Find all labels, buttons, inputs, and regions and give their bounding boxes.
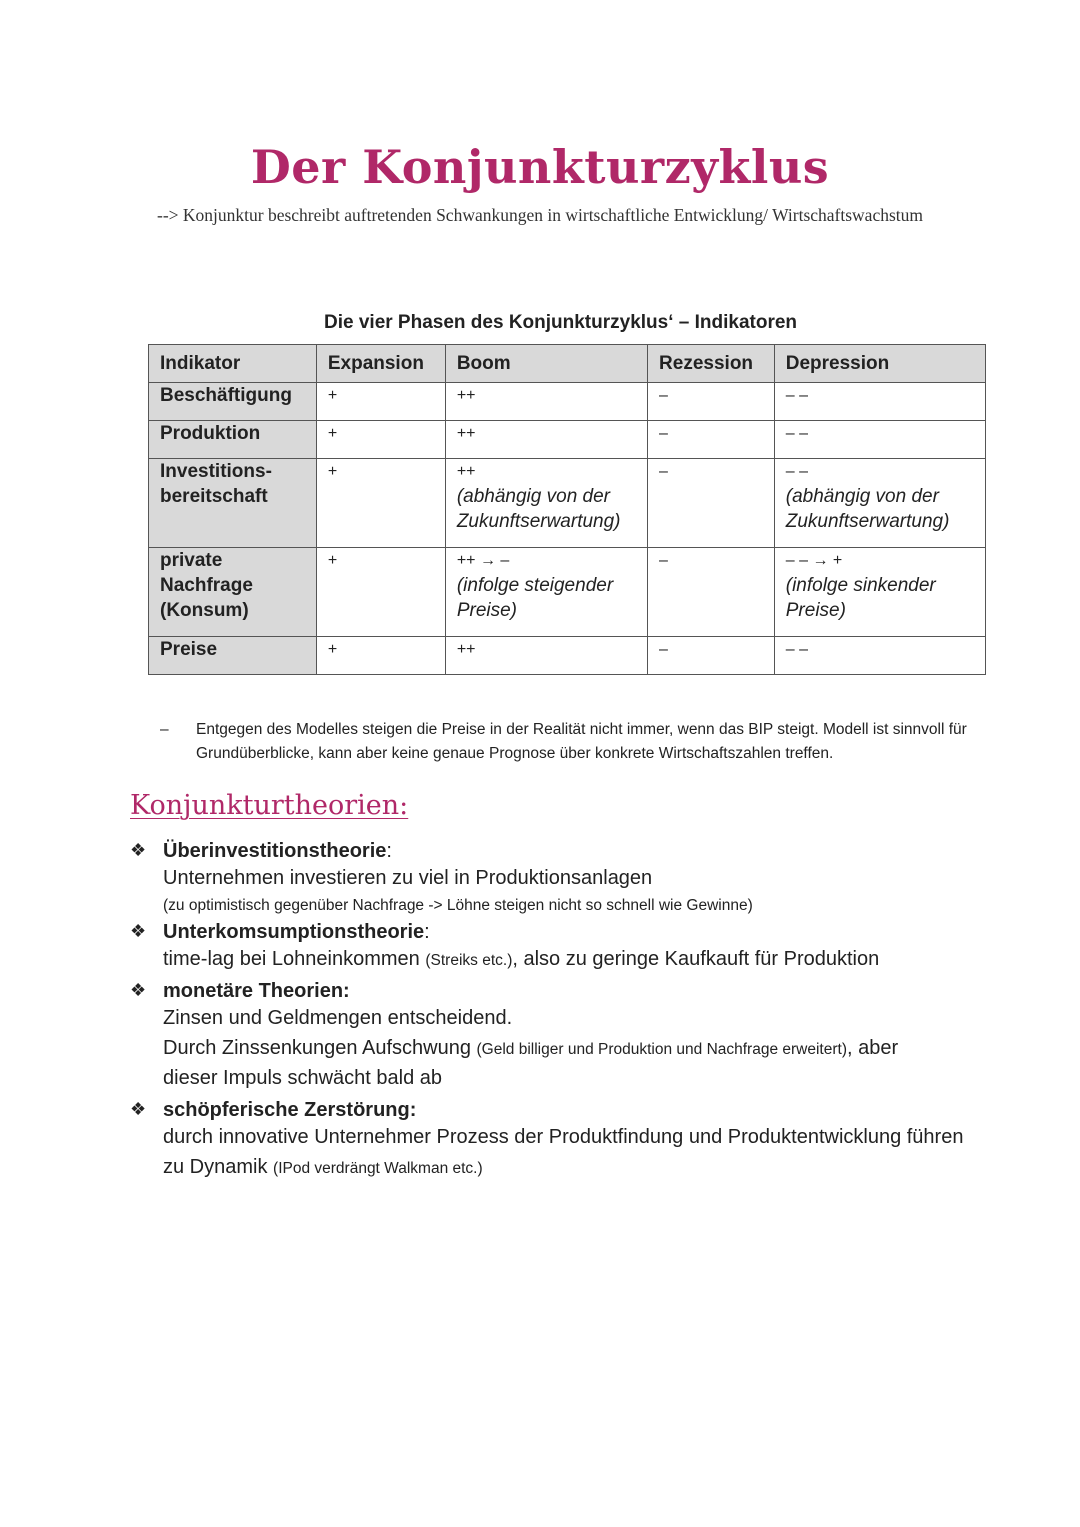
diamond-bullet-icon: ❖ <box>130 840 147 860</box>
boom-cell-value: ++ → – <box>456 552 510 569</box>
boom-cell <box>445 383 647 421</box>
depression-cell-value: – – <box>785 387 808 404</box>
theory-line-small: (zu optimistisch gegenüber Nachfrage -> Löhne steigen nicht so schnell wie Gewinne) <box>163 897 753 914</box>
theory-line <box>163 1064 1010 1094</box>
indicator-cell-value: Investitions- bereitschaft <box>160 461 272 507</box>
theory-item <box>130 1097 1010 1183</box>
diamond-bullet-icon: ❖ <box>130 980 147 1000</box>
rezession-cell-value: – <box>659 463 668 480</box>
rezession-cell <box>648 548 775 637</box>
depression-cell <box>774 637 985 675</box>
indicator-cell <box>149 459 317 548</box>
indicator-cell-value: private Nachfrage (Konsum) <box>160 550 253 621</box>
theory-line-rest: , also zu geringe Kaufkauft für Produktion <box>512 948 880 970</box>
diamond-bullet-icon: ❖ <box>130 1099 147 1119</box>
rezession-cell-value: – <box>659 641 668 658</box>
depression-cell <box>774 459 985 548</box>
model-remark <box>160 718 990 766</box>
depression-cell-value: – – → + <box>785 552 843 569</box>
indicator-cell-value: Beschäftigung <box>160 385 292 406</box>
expansion-cell <box>316 637 445 675</box>
theory-line-small: (Geld billiger und Produktion und Nachfrage erweitert) <box>476 1041 847 1058</box>
theory-title-colon: : <box>386 840 392 862</box>
expansion-cell-value: + <box>327 463 338 480</box>
remark-dash: – <box>160 721 169 738</box>
expansion-cell-value: + <box>327 387 338 404</box>
theory-title <box>163 1097 1010 1123</box>
expansion-cell-value: + <box>327 641 338 658</box>
theory-line <box>163 945 1010 975</box>
expansion-cell <box>316 383 445 421</box>
theories-list <box>130 838 1010 1186</box>
depression-cell-note: (abhängig von der Zukunftserwartung) <box>785 486 950 532</box>
theory-line <box>163 894 1010 916</box>
theory-line-main: dieser Impuls schwächt bald ab <box>163 1067 443 1089</box>
boom-cell <box>445 548 647 637</box>
theory-line-main: durch innovative Unternehmer Prozess der Produktfindung und Produktentwicklung führen <box>163 1126 964 1148</box>
expansion-cell-value: + <box>327 425 338 442</box>
depression-cell <box>774 548 985 637</box>
indicator-cell <box>149 548 317 637</box>
theory-item <box>130 919 1010 975</box>
theory-title-text: Unterkomsumptionstheorie <box>163 921 425 943</box>
theory-line <box>163 864 1010 894</box>
depression-cell-note: (infolge sinkender Preise) <box>785 575 936 621</box>
header-depression: Depression <box>774 345 985 383</box>
table-row <box>149 459 986 548</box>
theory-line <box>163 1034 1010 1064</box>
theory-title <box>163 978 1010 1004</box>
depression-cell-value: – – <box>785 425 808 442</box>
diamond-bullet-icon: ❖ <box>130 921 147 941</box>
indicator-cell <box>149 383 317 421</box>
theory-line <box>163 1153 1010 1183</box>
theory-line-main: Unternehmen investieren zu viel in Produktionsanlagen <box>163 867 653 889</box>
theory-title-text: schöpferische Zerstörung: <box>163 1099 417 1121</box>
indicator-cell-value: Preise <box>160 639 218 660</box>
indicator-cell <box>149 637 317 675</box>
table-header-row <box>149 345 986 383</box>
rezession-cell <box>648 637 775 675</box>
indicator-cell <box>149 421 317 459</box>
header-expansion: Expansion <box>316 345 445 383</box>
theory-line-small: (IPod verdrängt Walkman etc.) <box>273 1160 483 1177</box>
expansion-cell <box>316 548 445 637</box>
theory-item <box>130 838 1010 916</box>
page-title: Der Konjunkturzyklus <box>250 140 830 194</box>
indicator-cell-value: Produktion <box>160 423 261 444</box>
theory-line <box>163 1123 1010 1153</box>
theory-line-main: time-lag bei Lohneinkommen <box>163 948 426 970</box>
theory-line-main: zu Dynamik <box>163 1156 274 1178</box>
header-rezession: Rezession <box>648 345 775 383</box>
table-row <box>149 383 986 421</box>
expansion-cell-value: + <box>327 552 338 569</box>
header-indikator: Indikator <box>149 345 317 383</box>
boom-cell-value: ++ <box>456 463 476 480</box>
theory-line-main: Zinsen und Geldmengen entscheidend. <box>163 1007 513 1029</box>
theory-line-main: Durch Zinssenkungen Aufschwung <box>163 1037 477 1059</box>
table-caption: Die vier Phasen des Konjunkturzyklus‘ – Indikatoren <box>324 312 798 333</box>
depression-cell <box>774 421 985 459</box>
expansion-cell <box>316 459 445 548</box>
header-boom: Boom <box>445 345 647 383</box>
boom-cell-value: ++ <box>456 425 476 442</box>
boom-cell-note: (abhängig von der Zukunftserwartung) <box>456 486 621 532</box>
rezession-cell-value: – <box>659 552 668 569</box>
theory-title-colon: : <box>424 921 430 943</box>
theory-item <box>130 978 1010 1094</box>
boom-cell <box>445 459 647 548</box>
table-row <box>149 548 986 637</box>
rezession-cell <box>648 459 775 548</box>
theories-heading: Konjunkturtheorien: <box>130 790 409 821</box>
page-subtitle: --> Konjunktur beschreibt auftretenden Schwankungen in wirtschaftliche Entwicklung/ Wirtschaftswachstum <box>157 205 923 225</box>
depression-cell <box>774 383 985 421</box>
theory-title-text: monetäre Theorien: <box>163 980 350 1002</box>
boom-cell <box>445 421 647 459</box>
remark-text: Entgegen des Modelles steigen die Preise in der Realität nicht immer, wenn das BIP steigt. Modell ist sinnvoll für Grundüberblicke, kann aber keine genaue Prognose über konkrete Wirtschaftszahlen treffen. <box>196 721 967 762</box>
boom-cell-value: ++ <box>456 641 476 658</box>
indicator-table <box>148 344 986 675</box>
rezession-cell <box>648 421 775 459</box>
theory-title-text: Überinvestitionstheorie <box>163 840 387 862</box>
table-row <box>149 421 986 459</box>
expansion-cell <box>316 421 445 459</box>
theory-line-small: (Streiks etc.) <box>425 952 513 969</box>
rezession-cell-value: – <box>659 387 668 404</box>
boom-cell-note: (infolge steigender Preise) <box>456 575 614 621</box>
depression-cell-value: – – <box>785 641 808 658</box>
boom-cell-value: ++ <box>456 387 476 404</box>
rezession-cell <box>648 383 775 421</box>
boom-cell <box>445 637 647 675</box>
table-row <box>149 637 986 675</box>
depression-cell-value: – – <box>785 463 808 480</box>
theory-line-rest: , aber <box>847 1037 899 1059</box>
theory-line <box>163 1004 1010 1034</box>
rezession-cell-value: – <box>659 425 668 442</box>
theory-title <box>163 919 1010 945</box>
theory-title <box>163 838 1010 864</box>
